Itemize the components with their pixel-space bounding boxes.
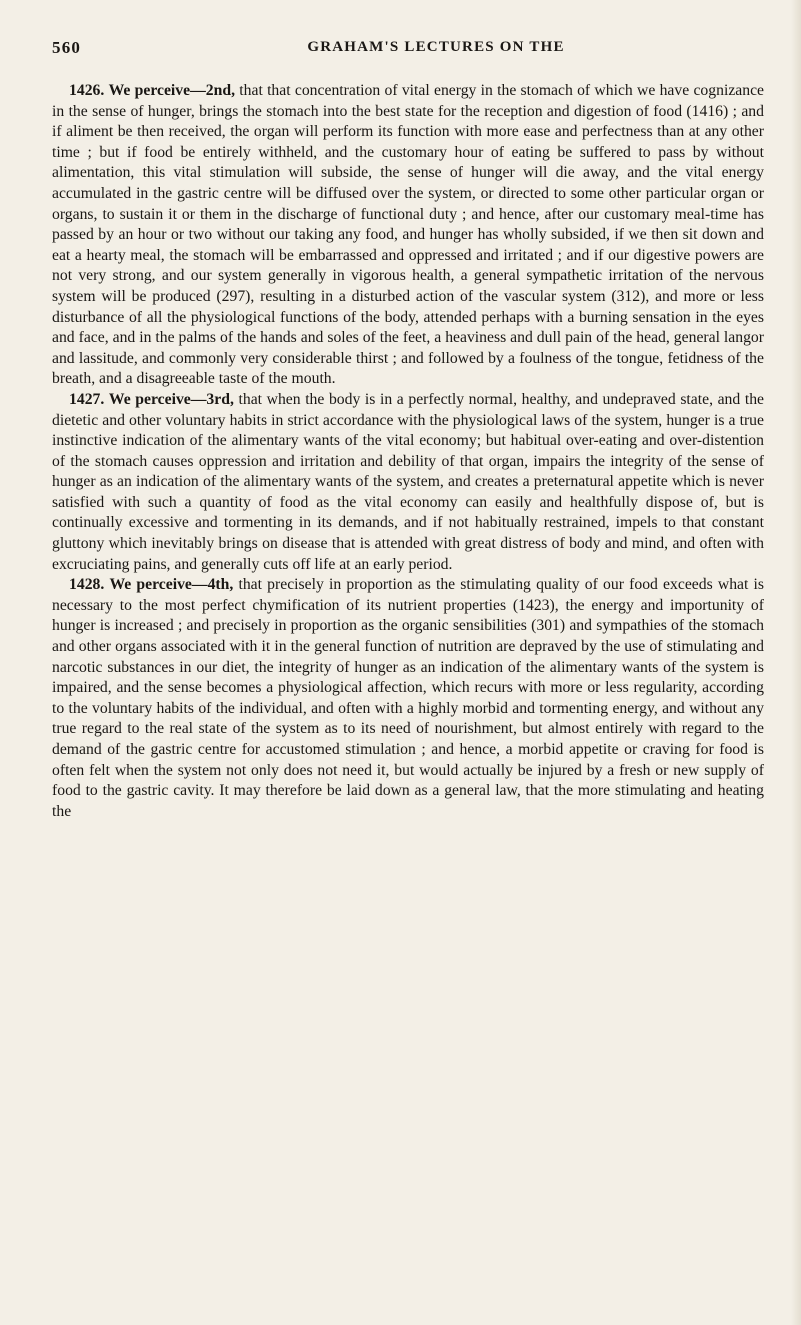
paragraph-number: 1426. <box>69 82 105 99</box>
paragraph-text: that precisely in proportion as the stimulating quality of our food exceeds what is necessary to the most perfect chymification of its nutrient properties (1423), the energy and importunity of hunger is increased ; and precisely in proportion as the organic sensibilities (301) and sympathies of the stomach and other organs associated with it in the general function of nutrition are depraved by the use of stimulating and narcotic substances in our diet, the integrity of hunger as an indication of the alimentary wants of the system is impaired, and the sense becomes a physiological affection, which recurs with more or less regularity, according to the voluntary habits of the individual, and often with a highly morbid and tormenting energy, and without any true regard to the real state of the system as to its need of nourishment, but almost entirely with regard to the demand of the gastric centre for accustomed stimulation ; and hence, a morbid appetite or craving for food is often felt when the system not only does not need it, but would actually be injured by a fresh or new supply of food to the gastric cavity. It may therefore be laid down as a general law, that the more stimulating and heating the <box>52 576 764 820</box>
running-head <box>52 38 764 64</box>
paragraph-text: that when the body is in a perfectly normal, healthy, and undepraved state, and the dietetic and other voluntary habits in strict accordance with the physiological laws of the system, hunger is a true instinctive indication of the alimentary wants of the vital economy; but habitual over-eating and over-distention of the stomach causes oppression and irritation and debility of that organ, impairs the integrity of the sense of hunger as an indication of the alimentary wants of the system, and creates a preternatural appetite which is never satisfied with such a quantity of food as the vital economy can easily and healthfully dispose of, but is continually excessive and tormenting in its demands, and if not habitually restrained, impels to that constant gluttony which inevitably brings on disease that is attended with great distress of body and mind, and often with excruciating pains, and generally cuts off life at an early period. <box>52 390 765 573</box>
paragraph-1427 <box>52 390 764 575</box>
paragraph-lead: We perceive—3rd, <box>108 390 234 408</box>
scan-edge-shadow <box>791 0 801 1325</box>
paragraph-text: that that concentration of vital energy in the stomach of which we have cognizance in the sense of hunger, brings the stomach into the best state for the reception and digestion of food (1416) ; and if aliment be then received, the organ will perform its function with more ease and perfectness than at any other time ; but if food be entirely withheld, and the customary hour of eating be suffered to pass by without alimentation, this vital stimulation will subside, the sense of hunger will die away, and the vital energy accumulated in the gastric centre will be diffused over the system, or directed to some other particular organ or organs, to sustain it or them in the discharge of functional duty ; and hence, after our customary meal-time has passed by an hour or two without our taking any food, and hunger has wholly subsided, if we then sit down and eat a hearty meal, the stomach will be embarrassed and oppressed and irritated ; and if our digestive powers are not very strong, and our system generally in vigorous health, a general sympathetic irritation of the nervous system will be produced (297), resulting in a disturbed action of the vascular system (312), and more or less disturbance of all the physiological functions of the body, attended perhaps with a burning sensation in the eyes and face, and in the palms of the hands and soles of the feet, a heaviness and dull pain of the head, general langor and lassitude, and commonly very considerable thirst ; and followed by a foulness of the tongue, fetidness of the breath, and a disagreeable taste of the mouth. <box>52 82 765 388</box>
body-text <box>52 81 764 822</box>
book-page <box>52 38 764 822</box>
paragraph-1426 <box>52 81 764 390</box>
page-number: 560 <box>52 38 82 57</box>
paragraph-lead: We perceive—4th, <box>109 576 234 594</box>
paragraph-number: 1428. <box>69 576 105 594</box>
paragraph-1428 <box>52 575 764 822</box>
paragraph-lead: We perceive—2nd, <box>108 82 235 99</box>
paragraph-number: 1427. <box>69 390 105 408</box>
running-title: GRAHAM'S LECTURES ON THE <box>307 39 565 55</box>
